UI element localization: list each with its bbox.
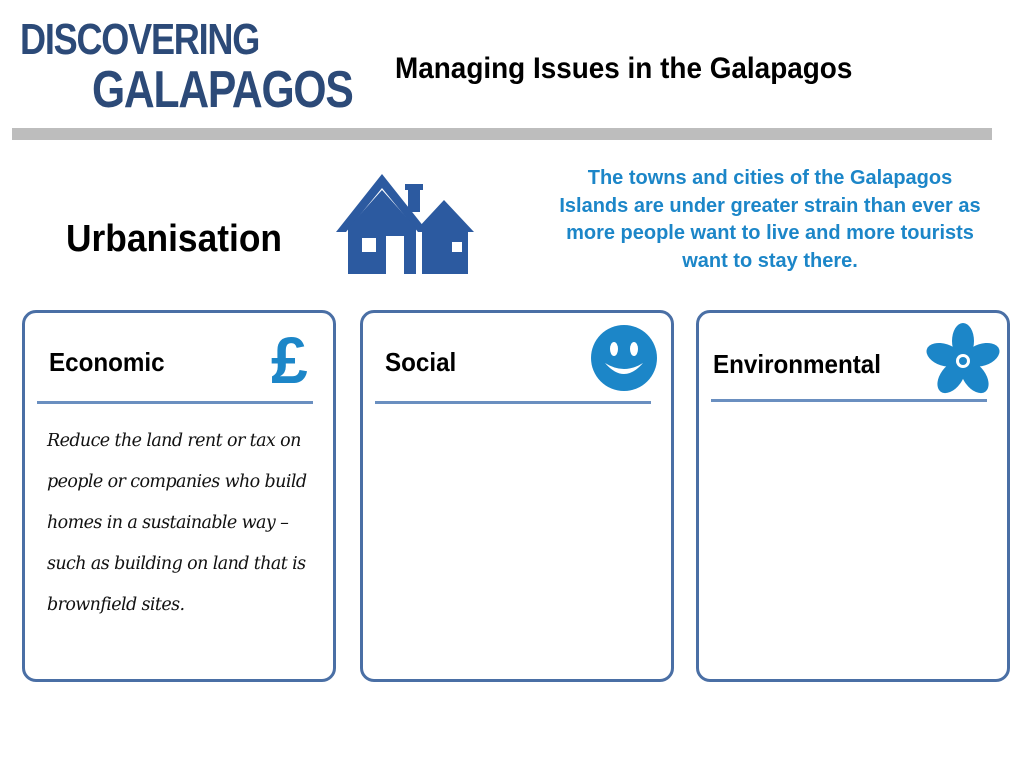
topic-title: Urbanisation xyxy=(66,218,282,260)
house-icon xyxy=(334,170,480,276)
logo-line-discovering: DISCOVERING xyxy=(20,15,260,64)
pound-icon: £ xyxy=(271,323,308,397)
header-divider xyxy=(12,128,992,140)
environmental-rule xyxy=(711,399,987,402)
economic-body: Reduce the land rent or tax on people or companies who build homes in a sustainable way – such as building on land that is brownfield sites. xyxy=(47,431,307,615)
flower-icon xyxy=(925,321,1001,397)
social-label: Social xyxy=(385,347,457,377)
topic-intro: The towns and cities of the Galapagos Islands are under greater strain than ever as more people want to live and more tourists want to stay there. xyxy=(559,167,981,272)
economic-card xyxy=(22,310,336,682)
social-card xyxy=(360,310,674,682)
page-title: Managing Issues in the Galapagos xyxy=(395,52,853,85)
logo xyxy=(20,15,353,119)
economic-label: Economic xyxy=(49,347,165,377)
social-rule xyxy=(375,401,651,404)
economic-rule xyxy=(37,401,313,404)
environmental-card xyxy=(696,310,1010,682)
smiley-icon xyxy=(589,323,659,393)
logo-line-galapagos: GALAPAGOS xyxy=(92,61,353,119)
environmental-label: Environmental xyxy=(713,349,881,379)
